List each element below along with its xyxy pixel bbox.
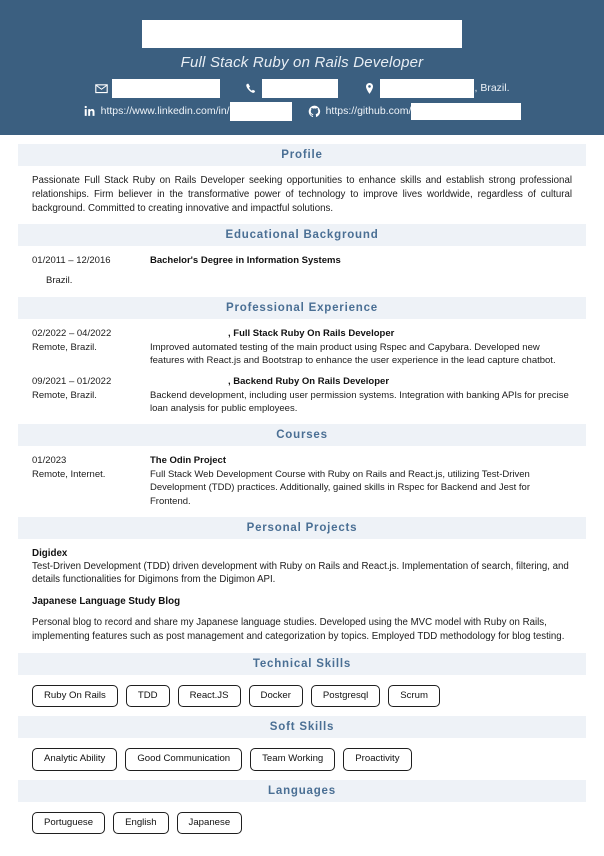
phone-redaction: [262, 79, 338, 98]
education-location: Brazil.: [46, 275, 73, 287]
resume-header: [0, 0, 604, 135]
skill-chip: Ruby On Rails: [32, 685, 118, 708]
section-heading-experience: Professional Experience: [18, 297, 586, 319]
education-detail: [150, 254, 572, 287]
candidate-name-redaction: [142, 20, 462, 48]
experience-block: [18, 327, 586, 416]
project-item: [32, 548, 572, 588]
github-handle-redaction: [411, 103, 521, 120]
skill-chip: Postgresql: [311, 685, 380, 708]
soft-skill-chip: Analytic Ability: [32, 748, 117, 771]
contact-phone[interactable]: [244, 79, 338, 98]
experience-entry: [32, 375, 572, 415]
courses-block: [18, 454, 586, 507]
section-heading-courses: Courses: [18, 424, 586, 446]
course-detail: [150, 454, 572, 507]
section-heading-soft-skills: Soft Skills: [18, 716, 586, 738]
profile-block: [18, 174, 586, 215]
linkedin-handle-redaction: [230, 102, 292, 121]
project-description: Test-Driven Development (TDD) driven development with Ruby on Rails and React.js. Implementation of search, filtering, and details functionalities for Digimons from the Digimon API.: [32, 560, 569, 586]
contact-row-secondary: [0, 101, 604, 121]
course-dates-location: [32, 454, 150, 507]
language-chip: Portuguese: [32, 812, 105, 835]
education-entry: [32, 254, 572, 287]
experience-location: Remote, Brazil.: [32, 389, 97, 401]
project-title: Japanese Language Study Blog: [32, 596, 181, 608]
linkedin-icon: [83, 104, 97, 118]
phone-icon: [244, 81, 258, 95]
experience-title-row: [150, 375, 572, 388]
profile-text: Passionate Full Stack Ruby on Rails Developer seeking opportunities to enhance skills and establish strong professional relationships. Firm believer in the transformative power of technology to improve lives worldwide, regardless of cultural background. Committed to creating innovative and impactful solutions.: [32, 175, 572, 214]
course-entry: [32, 454, 572, 507]
map-pin-icon: [362, 81, 376, 95]
section-heading-technical-skills: Technical Skills: [18, 653, 586, 675]
experience-dates: 09/2021 – 01/2022: [32, 375, 112, 387]
job-title-subtitle: Full Stack Ruby on Rails Developer: [180, 54, 424, 71]
experience-dates: 02/2022 – 04/2022: [32, 327, 112, 339]
experience-title: , Full Stack Ruby On Rails Developer: [228, 327, 395, 339]
github-icon: [308, 104, 322, 118]
projects-block: [18, 548, 586, 644]
candidate-name-row: [0, 18, 604, 50]
skill-chip: React.JS: [178, 685, 241, 708]
resume-body: [0, 144, 604, 834]
experience-detail: [150, 327, 572, 367]
contact-row-primary: [0, 78, 604, 98]
education-title: Bachelor's Degree in Information Systems: [150, 255, 341, 267]
contact-email[interactable]: [94, 79, 220, 98]
company-name-redaction: [150, 376, 228, 386]
languages-chips: [18, 812, 586, 835]
company-name-redaction: [150, 328, 228, 338]
soft-skill-chip: Proactivity: [343, 748, 411, 771]
location-country: , Brazil.: [474, 82, 510, 94]
course-dates: 01/2023: [32, 455, 67, 467]
soft-skill-chip: Good Communication: [125, 748, 242, 771]
education-dates-location: [32, 254, 150, 287]
section-heading-languages: Languages: [18, 780, 586, 802]
linkedin-url-prefix: https://www.linkedin.com/in/: [100, 105, 230, 117]
experience-detail: [150, 375, 572, 415]
email-redaction: [112, 79, 220, 98]
course-description: Full Stack Web Development Course with Ruby on Rails and React.js, utilizing Test-Driven Development (TDD) practices. Additionally, gained skills in Rspec for Backend and Jest for Frontend.: [150, 469, 530, 507]
section-heading-projects: Personal Projects: [18, 517, 586, 539]
experience-title: , Backend Ruby On Rails Developer: [228, 375, 390, 387]
envelope-icon: [94, 81, 108, 95]
experience-location: Remote, Brazil.: [32, 341, 97, 353]
course-location: Remote, Internet.: [32, 469, 106, 481]
contact-location: [362, 79, 509, 98]
language-chip: English: [113, 812, 168, 835]
experience-entry: [32, 327, 572, 367]
section-heading-education: Educational Background: [18, 224, 586, 246]
github-url-prefix: https://github.com/: [325, 105, 412, 117]
education-dates: 01/2011 – 12/2016: [32, 255, 111, 267]
skill-chip: Scrum: [388, 685, 440, 708]
project-title: Digidex: [32, 547, 68, 559]
skill-chip: TDD: [126, 685, 170, 708]
section-heading-profile: Profile: [18, 144, 586, 166]
city-redaction: [380, 79, 474, 98]
experience-description: Backend development, including user permission systems. Integration with banking APIs for precise loan analysis for public employees.: [150, 389, 569, 415]
contact-linkedin[interactable]: [83, 102, 292, 121]
education-block: [18, 254, 586, 287]
project-description: Personal blog to record and share my Japanese language studies. Developed using the MVC model with Ruby on Rails, implementing features such as post management and categorization by topics. Employed TDD methodology for blog testing.: [32, 617, 565, 642]
experience-dates-location: [32, 327, 150, 367]
skill-chip: Docker: [249, 685, 303, 708]
soft-skills-chips: [18, 748, 586, 771]
contact-github[interactable]: [308, 103, 522, 120]
experience-title-row: [150, 327, 572, 340]
course-title: The Odin Project: [150, 455, 227, 467]
project-item: [32, 596, 572, 644]
soft-skill-chip: Team Working: [250, 748, 335, 771]
experience-description: Improved automated testing of the main product using Rspec and Capybara. Developed new features with React.js and Bootstrap to enhance the user experience in the lead capture chatbot.: [150, 341, 556, 366]
language-chip: Japanese: [177, 812, 243, 835]
technical-skills-chips: [18, 685, 586, 708]
experience-dates-location: [32, 375, 150, 415]
